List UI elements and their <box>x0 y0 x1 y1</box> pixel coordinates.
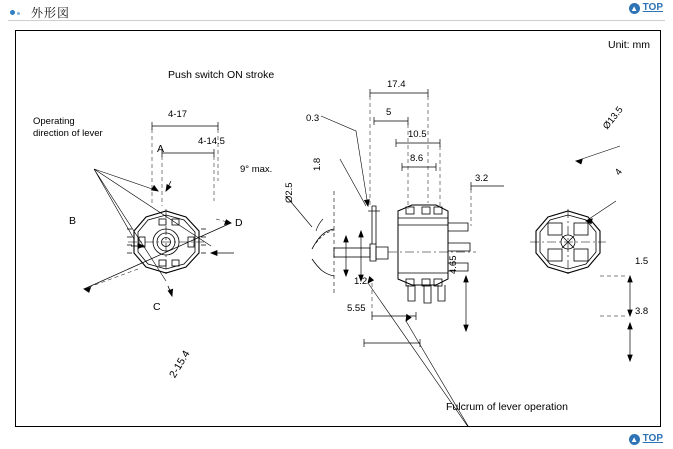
page-header <box>0 0 673 22</box>
dim-2-15-4 <box>167 348 197 386</box>
top-link-lower-label: TOP <box>642 433 663 444</box>
dim-dia-2-5 <box>284 182 305 214</box>
marker-b: B <box>69 215 77 227</box>
drawing-frame <box>15 30 661 427</box>
dim-4-14-5: 4-14.5 <box>198 136 225 147</box>
marker-a: A <box>157 143 165 155</box>
dim-4-text: 4 <box>613 166 625 178</box>
dim-1-8 <box>312 157 325 182</box>
dim-4-17: 4-17 <box>168 109 188 120</box>
technical-drawing-svg <box>16 31 660 426</box>
marker-d: D <box>235 217 243 229</box>
dim-8-6: 8.6 <box>410 153 424 164</box>
dim-1-5: 1.5 <box>635 256 649 267</box>
dim-5: 5 <box>386 107 392 118</box>
dim-4 <box>613 166 625 182</box>
dim-17-4: 17.4 <box>387 79 406 90</box>
page-title: 外形図 <box>31 6 71 20</box>
dim-angle-9max: 9° max. <box>240 164 273 175</box>
push-switch-note: Push switch ON stroke <box>168 69 275 81</box>
dim-4-65 <box>448 255 467 285</box>
dim-5-55: 5.55 <box>347 303 366 314</box>
fulcrum-note: Fulcrum of lever operation <box>446 401 568 413</box>
unit-note: Unit: mm <box>608 39 650 51</box>
dim-1-8-text: 1.8 <box>312 157 323 171</box>
operating-direction-line2: direction of lever <box>33 128 103 139</box>
circle-up-icon: ▲ <box>630 4 639 13</box>
dim-1-2: 1.2 <box>354 276 368 287</box>
dim-3-8: 3.8 <box>635 306 649 317</box>
dim-2-15-4-text: 2-15.4 <box>167 348 193 381</box>
dim-4-65-text: 4.65 <box>448 255 459 274</box>
operating-direction-line1: Operating <box>33 116 75 127</box>
dim-dia-13-5-text: Ø13.5 <box>601 104 626 132</box>
header-divider <box>8 20 665 21</box>
circle-up-icon: ▲ <box>630 435 639 444</box>
dim-10-5: 10.5 <box>408 129 427 140</box>
dim-dia-13-5 <box>601 104 627 136</box>
dim-0-3: 0.3 <box>306 113 320 124</box>
marker-c: C <box>153 301 161 313</box>
dim-3-2: 3.2 <box>475 173 489 184</box>
bullet-dots-icon <box>10 8 28 16</box>
dim-dia-2-5-text: Ø2.5 <box>284 182 295 203</box>
top-link-lower[interactable] <box>629 433 663 445</box>
top-link-upper-label: TOP <box>642 2 663 13</box>
top-link-upper[interactable] <box>629 2 663 14</box>
